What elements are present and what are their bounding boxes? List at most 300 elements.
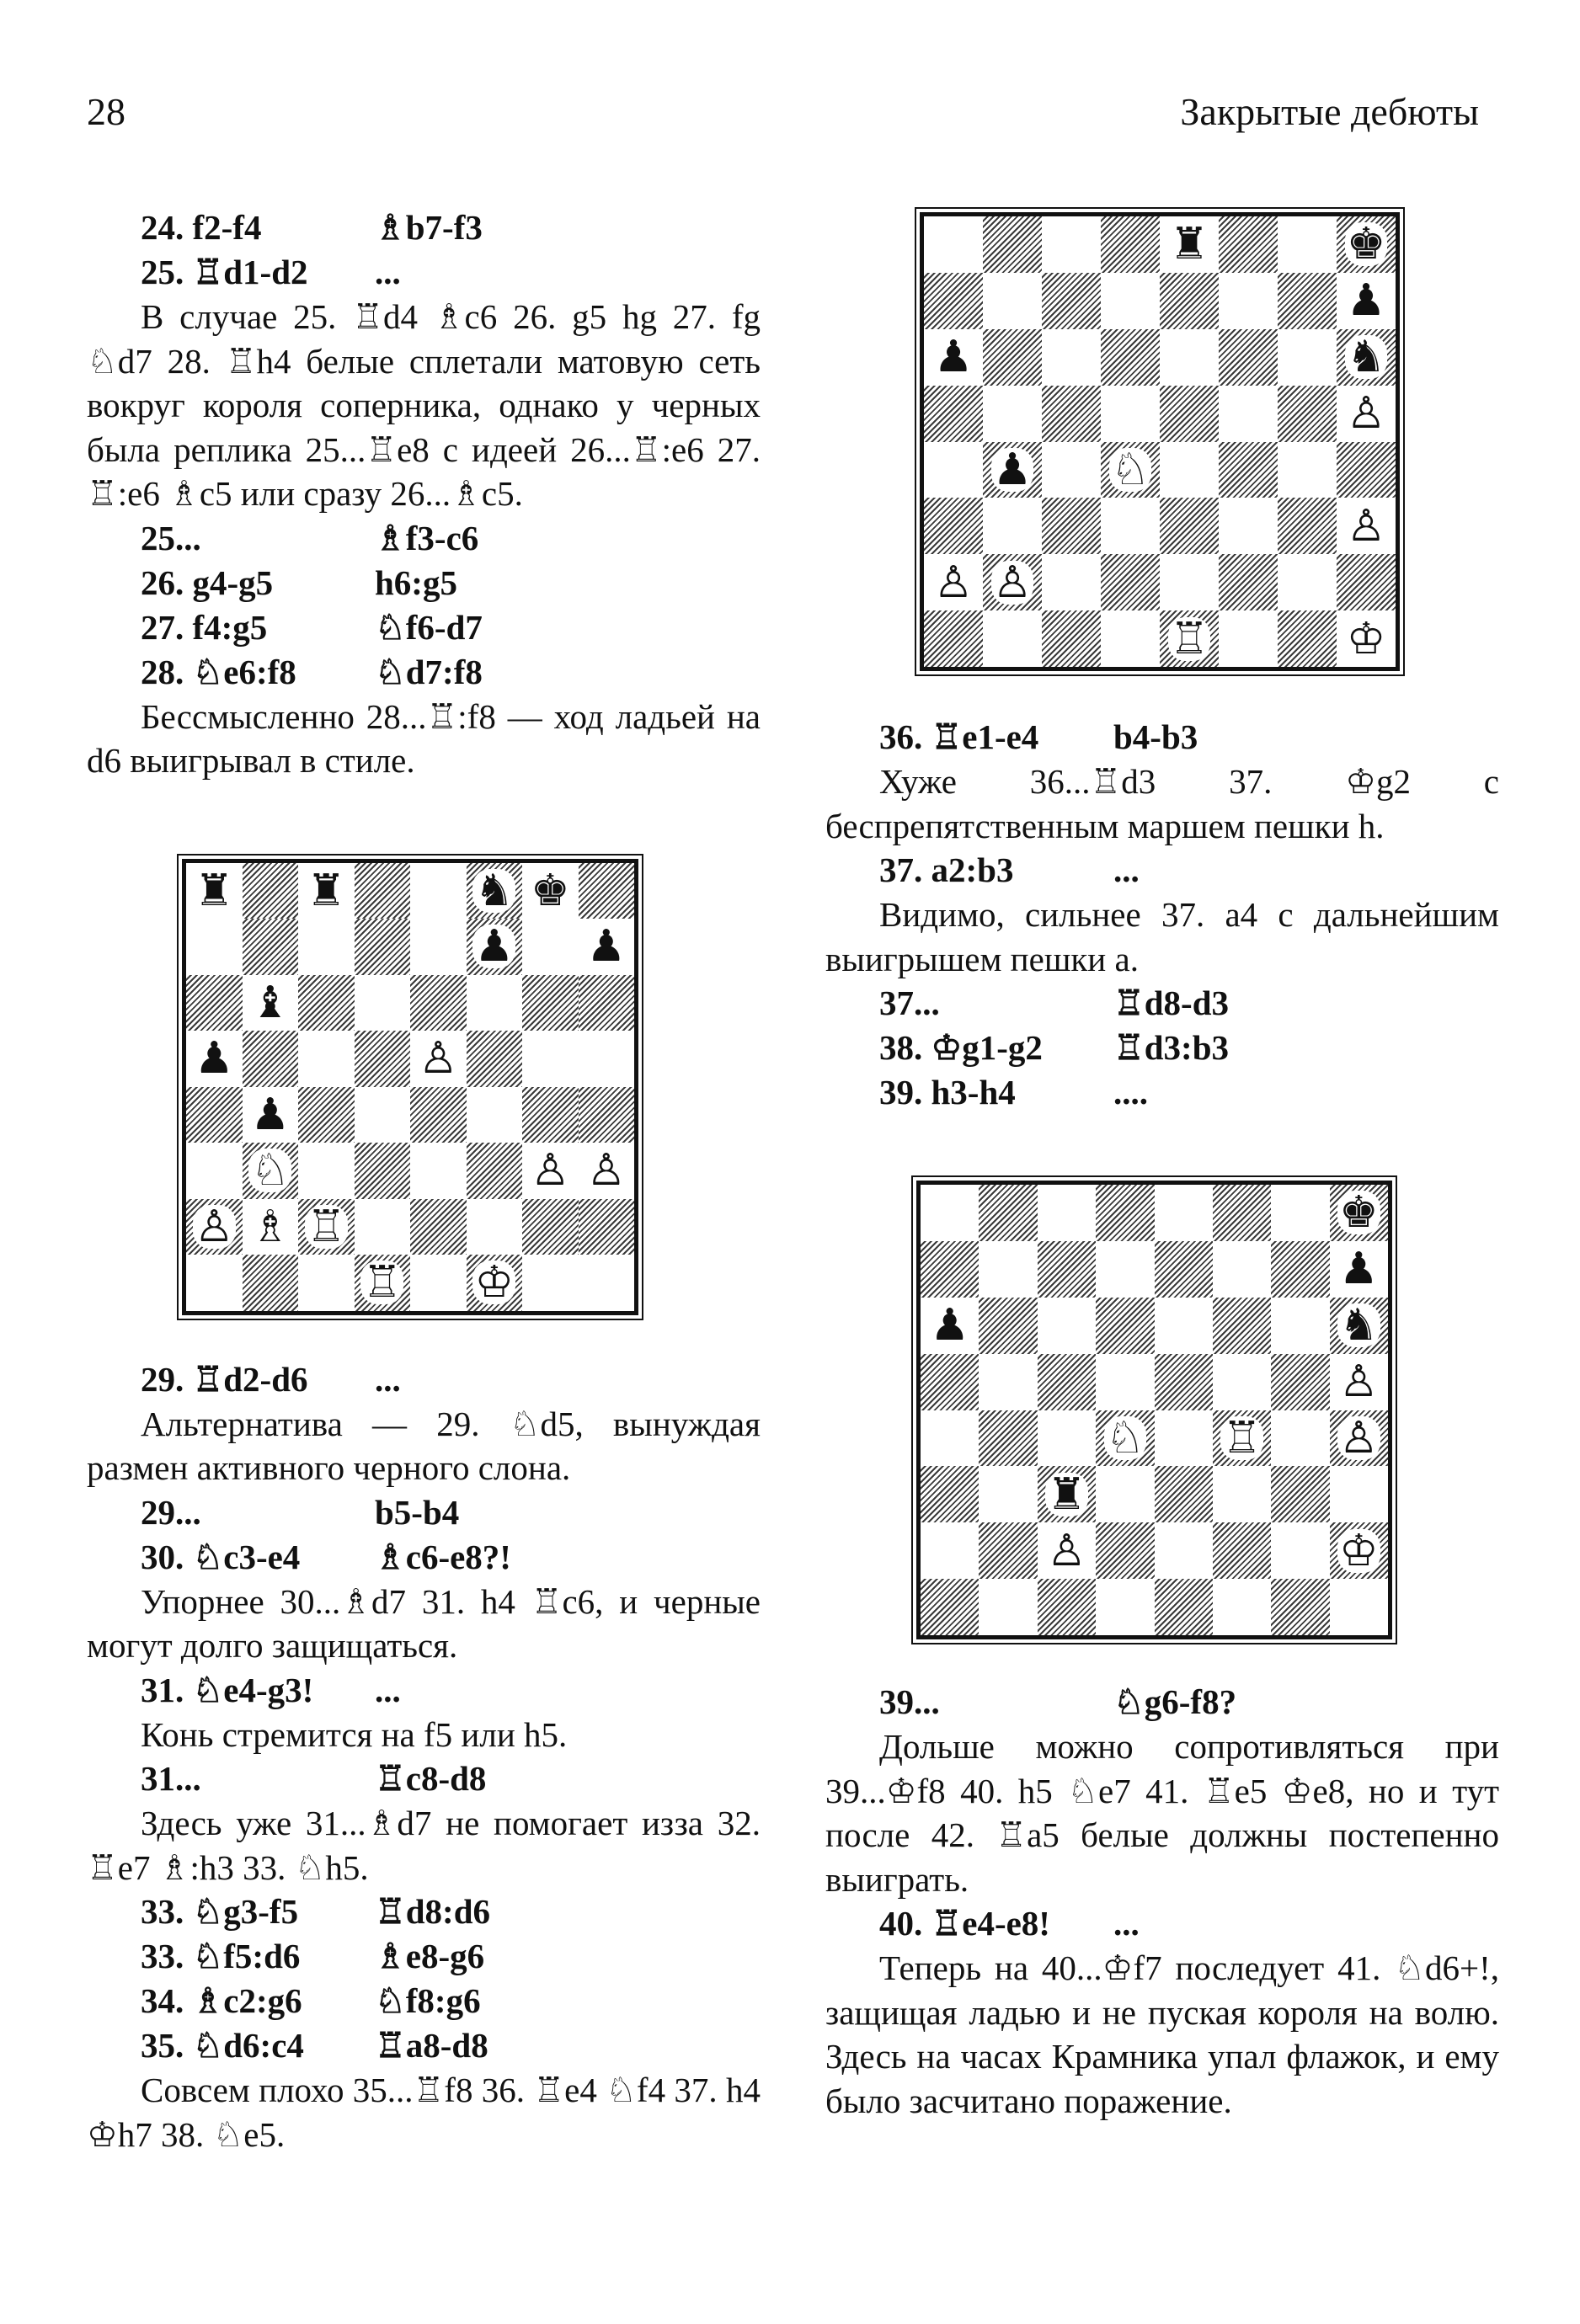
square-c5 bbox=[1042, 386, 1101, 442]
commentary bbox=[87, 1801, 761, 1890]
square-c3 bbox=[1038, 1466, 1096, 1522]
square-d7 bbox=[1101, 273, 1160, 329]
white-move: 34. ♗c2:g6 bbox=[141, 1981, 302, 2020]
white-move: 33. ♘g3-f5 bbox=[141, 1892, 299, 1931]
black-king-icon: ♚ bbox=[1339, 1187, 1379, 1239]
white-move: 37. a2:b3 bbox=[879, 850, 1014, 889]
black-move: ♖d8:d6 bbox=[375, 1892, 491, 1931]
square-g5 bbox=[1271, 1354, 1329, 1410]
square-h4 bbox=[1337, 442, 1396, 498]
square-c5 bbox=[1038, 1354, 1096, 1410]
square-a8 bbox=[924, 216, 983, 273]
square-h5 bbox=[522, 1031, 579, 1087]
square-b8 bbox=[243, 863, 299, 919]
square-g1 bbox=[467, 1255, 523, 1311]
square-e3 bbox=[1160, 498, 1219, 554]
move-line bbox=[87, 1357, 761, 1402]
white-pawn-icon: ♙ bbox=[1346, 500, 1386, 552]
square-a2 bbox=[921, 1522, 979, 1579]
black-move: ♖d8-d3 bbox=[1113, 983, 1230, 1022]
square-c2 bbox=[1042, 554, 1101, 610]
commentary-text: Теперь на 40...♔f7 последует 41. ♘d6+!, защищая ладью и не пуская короля на волю. Здесь на часах Крамника упал флажок, и ему было засчитано поражение. bbox=[825, 1948, 1499, 2120]
white-bishop-icon: ♗ bbox=[250, 1201, 291, 1252]
page-number: 28 bbox=[87, 90, 125, 133]
black-pawn-icon: ♟ bbox=[933, 332, 974, 383]
square-e4 bbox=[1160, 442, 1219, 498]
white-pawn-icon: ♙ bbox=[1339, 1412, 1379, 1463]
square-c3 bbox=[1042, 498, 1101, 554]
black-bishop-icon: ♝ bbox=[250, 977, 291, 1028]
square-a4 bbox=[924, 442, 983, 498]
black-move: ... bbox=[375, 253, 401, 291]
square-f5 bbox=[410, 1031, 467, 1087]
square-g2 bbox=[467, 1199, 523, 1255]
square-g4 bbox=[1271, 1410, 1329, 1467]
white-move: 28. ♘e6:f8 bbox=[141, 652, 296, 691]
square-e7 bbox=[1160, 273, 1219, 329]
black-pawn-icon: ♟ bbox=[992, 444, 1033, 495]
black-rook-icon: ♜ bbox=[1169, 219, 1209, 270]
white-knight-icon: ♘ bbox=[1105, 1412, 1145, 1463]
move-line bbox=[87, 2023, 761, 2068]
commentary-text: Совсем плохо 35...♖f8 36. ♖e4 ♘f4 37. h4 ♔h7 38. ♘e5. bbox=[87, 2071, 761, 2154]
white-move: 31... bbox=[141, 1759, 201, 1798]
square-f4 bbox=[1219, 442, 1278, 498]
square-e6 bbox=[355, 975, 411, 1031]
square-b4 bbox=[979, 1410, 1037, 1467]
black-pawn-icon: ♟ bbox=[1339, 1244, 1379, 1295]
square-d4 bbox=[1096, 1410, 1154, 1467]
square-a6 bbox=[924, 329, 983, 386]
black-move: ... bbox=[1113, 1904, 1140, 1943]
square-f6 bbox=[410, 975, 467, 1031]
square-c7 bbox=[1042, 273, 1101, 329]
move-line bbox=[825, 981, 1499, 1026]
square-b3 bbox=[983, 498, 1042, 554]
square-c6 bbox=[1038, 1298, 1096, 1354]
square-e6 bbox=[1160, 329, 1219, 386]
square-h8 bbox=[1337, 216, 1396, 273]
commentary-text: Здесь уже 31...♗d7 не помогает изза 32. ♖e7 ♗:h3 33. ♘h5. bbox=[87, 1804, 761, 1887]
square-a2 bbox=[924, 554, 983, 610]
square-d3 bbox=[1101, 498, 1160, 554]
square-d5 bbox=[1101, 386, 1160, 442]
black-pawn-icon: ♟ bbox=[586, 921, 627, 973]
commentary bbox=[825, 1946, 1499, 2123]
move-line bbox=[87, 1756, 761, 1801]
square-a4 bbox=[579, 1031, 635, 1087]
white-pawn-icon: ♙ bbox=[1047, 1525, 1086, 1576]
square-g1 bbox=[1271, 1579, 1329, 1635]
white-pawn-icon: ♙ bbox=[194, 1201, 234, 1252]
square-g7 bbox=[1278, 273, 1337, 329]
black-pawn-icon: ♟ bbox=[250, 1089, 291, 1140]
square-e4 bbox=[1155, 1410, 1213, 1467]
square-f7 bbox=[1213, 1241, 1271, 1298]
square-d6 bbox=[1101, 329, 1160, 386]
square-b2 bbox=[983, 554, 1042, 610]
chess-diagram-2 bbox=[920, 212, 1499, 671]
square-h3 bbox=[522, 1143, 579, 1199]
square-e2 bbox=[1160, 554, 1219, 610]
move-line bbox=[87, 1934, 761, 1979]
square-f2 bbox=[1219, 554, 1278, 610]
move-line bbox=[825, 715, 1499, 760]
black-move: ♗c6-e8?! bbox=[375, 1537, 511, 1576]
white-rook-icon: ♖ bbox=[1169, 613, 1209, 664]
square-h5 bbox=[1337, 386, 1396, 442]
white-move: 35. ♘d6:c4 bbox=[141, 2026, 304, 2065]
black-move: ... bbox=[375, 1359, 401, 1399]
square-c3 bbox=[243, 1143, 299, 1199]
square-e6 bbox=[1155, 1298, 1213, 1354]
move-line bbox=[87, 1890, 761, 1934]
white-move: 29. ♖d2-d6 bbox=[141, 1359, 308, 1399]
move-line bbox=[87, 650, 761, 695]
black-knight-icon: ♞ bbox=[474, 865, 515, 916]
running-title: Закрытые дебюты bbox=[1180, 90, 1479, 133]
square-f4 bbox=[410, 1087, 467, 1143]
square-h6 bbox=[1330, 1298, 1388, 1354]
white-move: 31. ♘e4-g3! bbox=[141, 1670, 314, 1709]
black-move: .... bbox=[1113, 1073, 1148, 1111]
move-line bbox=[87, 1979, 761, 2023]
white-pawn-icon: ♙ bbox=[992, 557, 1033, 608]
square-c7 bbox=[1038, 1241, 1096, 1298]
white-rook-icon: ♖ bbox=[306, 1201, 346, 1252]
black-pawn-icon: ♟ bbox=[930, 1300, 969, 1351]
square-h7 bbox=[1330, 1241, 1388, 1298]
black-move: ♖a8-d8 bbox=[375, 2026, 488, 2065]
square-h1 bbox=[1337, 610, 1396, 667]
square-g7 bbox=[467, 919, 523, 975]
square-g4 bbox=[1278, 442, 1337, 498]
square-f5 bbox=[1219, 386, 1278, 442]
square-d6 bbox=[1096, 1298, 1154, 1354]
white-king-icon: ♔ bbox=[1346, 613, 1386, 664]
square-a1 bbox=[921, 1579, 979, 1635]
square-f5 bbox=[1213, 1354, 1271, 1410]
square-g2 bbox=[1278, 554, 1337, 610]
square-d5 bbox=[1096, 1354, 1154, 1410]
white-move: 36. ♖e1-e4 bbox=[879, 717, 1039, 756]
square-g6 bbox=[467, 975, 523, 1031]
commentary bbox=[825, 760, 1499, 848]
square-c2 bbox=[1038, 1522, 1096, 1579]
square-b3 bbox=[979, 1466, 1037, 1522]
square-e7 bbox=[1155, 1241, 1213, 1298]
square-h6 bbox=[1337, 329, 1396, 386]
square-c1 bbox=[1038, 1579, 1096, 1635]
square-h3 bbox=[1337, 498, 1396, 554]
square-g7 bbox=[1271, 1241, 1329, 1298]
black-move: b5-b4 bbox=[375, 1492, 460, 1532]
square-h3 bbox=[1330, 1466, 1388, 1522]
white-move: 40. ♖e4-e8! bbox=[879, 1904, 1050, 1943]
chessboard bbox=[916, 1181, 1392, 1639]
black-pawn-icon: ♟ bbox=[1346, 275, 1386, 327]
white-move: 26. g4-g5 bbox=[141, 562, 274, 602]
square-e2 bbox=[355, 1199, 411, 1255]
white-knight-icon: ♘ bbox=[1110, 444, 1150, 495]
square-c8 bbox=[1042, 216, 1101, 273]
square-a5 bbox=[924, 386, 983, 442]
white-move: 25... bbox=[141, 518, 201, 557]
square-h1 bbox=[1330, 1579, 1388, 1635]
white-pawn-icon: ♙ bbox=[1346, 388, 1386, 440]
white-move: 39. h3-h4 bbox=[879, 1073, 1016, 1111]
chessboard bbox=[920, 212, 1400, 671]
black-move: ♗f3-c6 bbox=[375, 518, 479, 557]
black-move: ... bbox=[375, 1670, 401, 1709]
square-h2 bbox=[1337, 554, 1396, 610]
square-b7 bbox=[979, 1241, 1037, 1298]
square-e8 bbox=[1155, 1185, 1213, 1241]
black-move: ♗b7-f3 bbox=[375, 208, 483, 247]
square-a1 bbox=[579, 1199, 635, 1255]
move-line bbox=[825, 1070, 1499, 1115]
move-line bbox=[825, 848, 1499, 893]
commentary bbox=[87, 295, 761, 516]
square-c4 bbox=[1038, 1410, 1096, 1467]
black-move: ♘g6-f8? bbox=[1113, 1682, 1237, 1721]
black-move: ... bbox=[1113, 850, 1140, 889]
commentary-text: Конь стремится на f5 или h5. bbox=[141, 1714, 568, 1754]
move-line bbox=[87, 605, 761, 650]
white-move: 39... bbox=[879, 1682, 940, 1721]
black-rook-icon: ♜ bbox=[306, 865, 346, 916]
square-c6 bbox=[1042, 329, 1101, 386]
square-c7 bbox=[243, 919, 299, 975]
square-e7 bbox=[355, 919, 411, 975]
square-b1 bbox=[979, 1579, 1037, 1635]
white-king-icon: ♔ bbox=[1339, 1525, 1379, 1576]
square-g3 bbox=[1278, 498, 1337, 554]
square-b3 bbox=[186, 1143, 243, 1199]
white-move: 24. f2-f4 bbox=[141, 208, 262, 247]
square-f3 bbox=[1213, 1466, 1271, 1522]
square-e3 bbox=[1155, 1466, 1213, 1522]
black-king-icon: ♚ bbox=[1346, 219, 1386, 270]
commentary bbox=[87, 2068, 761, 2156]
white-move: 27. f4:g5 bbox=[141, 607, 268, 647]
square-g8 bbox=[522, 863, 579, 919]
square-d4 bbox=[1101, 442, 1160, 498]
square-d8 bbox=[1101, 216, 1160, 273]
move-line bbox=[825, 1026, 1499, 1070]
left-column bbox=[87, 205, 761, 2156]
square-d3 bbox=[1096, 1466, 1154, 1522]
commentary-text: Бессмысленно 28...♖:f8 — ход ладьей на d6 выигрывал в стиле. bbox=[87, 696, 761, 780]
white-rook-icon: ♖ bbox=[362, 1257, 403, 1309]
square-f3 bbox=[1219, 498, 1278, 554]
move-line bbox=[87, 205, 761, 250]
square-f8 bbox=[1213, 1185, 1271, 1241]
square-d1 bbox=[298, 1255, 355, 1311]
square-a7 bbox=[924, 273, 983, 329]
square-f7 bbox=[1219, 273, 1278, 329]
move-line bbox=[87, 250, 761, 295]
chessboard bbox=[182, 859, 638, 1315]
square-c8 bbox=[298, 863, 355, 919]
move-line bbox=[87, 1668, 761, 1713]
square-b5 bbox=[186, 1031, 243, 1087]
square-e5 bbox=[1160, 386, 1219, 442]
square-c4 bbox=[1042, 442, 1101, 498]
chess-diagram-3 bbox=[916, 1181, 1499, 1639]
black-pawn-icon: ♟ bbox=[474, 921, 515, 973]
square-d7 bbox=[1096, 1241, 1154, 1298]
black-knight-icon: ♞ bbox=[1339, 1300, 1379, 1351]
square-d1 bbox=[1101, 610, 1160, 667]
move-line bbox=[87, 516, 761, 561]
square-f2 bbox=[410, 1199, 467, 1255]
square-f2 bbox=[1213, 1522, 1271, 1579]
square-e8 bbox=[410, 863, 467, 919]
square-b5 bbox=[983, 386, 1042, 442]
black-pawn-icon: ♟ bbox=[194, 1033, 234, 1085]
square-h8 bbox=[1330, 1185, 1388, 1241]
commentary bbox=[87, 1402, 761, 1490]
black-king-icon: ♚ bbox=[530, 865, 570, 916]
black-move: b4-b3 bbox=[1113, 717, 1198, 756]
commentary-text: Упорнее 30...♗d7 31. h4 ♖c6, и черные могут долго защищаться. bbox=[87, 1581, 761, 1665]
white-move: 33. ♘f5:d6 bbox=[141, 1937, 301, 1975]
black-rook-icon: ♜ bbox=[194, 865, 234, 916]
move-line bbox=[825, 1680, 1499, 1724]
square-b2 bbox=[186, 1199, 243, 1255]
white-pawn-icon: ♙ bbox=[586, 1145, 627, 1197]
white-king-icon: ♔ bbox=[474, 1257, 515, 1309]
black-move: ♘f6-d7 bbox=[375, 607, 483, 647]
move-line bbox=[87, 1535, 761, 1580]
commentary-text: В случае 25. ♖d4 ♗c6 26. g5 hg 27. fg ♘d7 28. ♖h4 белые сплетали матовую сеть вокруг короля соперника, однако у черных была реплика 25...♖e8 с идеей 26...♖:e6 27. ♖:e6 ♗c5 или сразу 26...♗c5. bbox=[87, 297, 761, 513]
square-d2 bbox=[298, 1199, 355, 1255]
square-g6 bbox=[1278, 329, 1337, 386]
square-b8 bbox=[979, 1185, 1037, 1241]
square-b7 bbox=[983, 273, 1042, 329]
square-a5 bbox=[579, 975, 635, 1031]
square-c6 bbox=[243, 975, 299, 1031]
square-b5 bbox=[979, 1354, 1037, 1410]
square-d6 bbox=[298, 975, 355, 1031]
black-move: ♖d3:b3 bbox=[1113, 1028, 1230, 1067]
square-f1 bbox=[410, 1255, 467, 1311]
square-e5 bbox=[1155, 1354, 1213, 1410]
square-h1 bbox=[522, 1255, 579, 1311]
square-h5 bbox=[1330, 1354, 1388, 1410]
square-e3 bbox=[355, 1143, 411, 1199]
white-move: 29... bbox=[141, 1492, 201, 1532]
square-f8 bbox=[1219, 216, 1278, 273]
chess-diagram-1 bbox=[182, 859, 761, 1315]
move-line bbox=[825, 1901, 1499, 1946]
square-c1 bbox=[243, 1255, 299, 1311]
black-knight-icon: ♞ bbox=[1346, 332, 1386, 383]
square-b1 bbox=[983, 610, 1042, 667]
square-b7 bbox=[186, 919, 243, 975]
square-a7 bbox=[579, 863, 635, 919]
move-line bbox=[87, 561, 761, 605]
square-b4 bbox=[983, 442, 1042, 498]
square-b4 bbox=[186, 1087, 243, 1143]
square-g5 bbox=[467, 1031, 523, 1087]
square-h4 bbox=[1330, 1410, 1388, 1467]
square-f7 bbox=[410, 919, 467, 975]
square-d7 bbox=[298, 919, 355, 975]
square-a3 bbox=[924, 498, 983, 554]
commentary bbox=[87, 1713, 761, 1757]
square-c1 bbox=[1042, 610, 1101, 667]
square-a6 bbox=[921, 1298, 979, 1354]
white-pawn-icon: ♙ bbox=[1339, 1357, 1379, 1408]
commentary-text: Видимо, сильнее 37. a4 с дальнейшим выигрышем пешки a. bbox=[825, 895, 1499, 978]
white-move: 38. ♔g1-g2 bbox=[879, 1028, 1043, 1067]
commentary bbox=[87, 1580, 761, 1668]
square-c2 bbox=[243, 1199, 299, 1255]
square-b6 bbox=[979, 1298, 1037, 1354]
square-e1 bbox=[1155, 1579, 1213, 1635]
square-h6 bbox=[522, 975, 579, 1031]
square-d5 bbox=[298, 1031, 355, 1087]
square-e1 bbox=[355, 1255, 411, 1311]
square-g8 bbox=[1278, 216, 1337, 273]
square-b1 bbox=[186, 1255, 243, 1311]
square-f1 bbox=[1213, 1579, 1271, 1635]
square-g2 bbox=[1271, 1522, 1329, 1579]
commentary-text: Хуже 36...♖d3 37. ♔g2 с беспрепятственным маршем пешки h. bbox=[825, 762, 1499, 845]
square-g4 bbox=[467, 1087, 523, 1143]
square-a8 bbox=[186, 863, 243, 919]
white-pawn-icon: ♙ bbox=[418, 1033, 458, 1085]
square-h2 bbox=[1330, 1522, 1388, 1579]
white-move: 25. ♖d1-d2 bbox=[141, 253, 308, 291]
commentary bbox=[825, 1724, 1499, 1901]
square-a6 bbox=[579, 919, 635, 975]
square-c8 bbox=[1038, 1185, 1096, 1241]
move-line bbox=[87, 1490, 761, 1535]
square-f6 bbox=[1219, 329, 1278, 386]
square-h4 bbox=[522, 1087, 579, 1143]
square-g1 bbox=[1278, 610, 1337, 667]
square-g3 bbox=[1271, 1466, 1329, 1522]
square-c4 bbox=[243, 1087, 299, 1143]
square-d8 bbox=[1096, 1185, 1154, 1241]
square-f6 bbox=[1213, 1298, 1271, 1354]
commentary-text: Альтернатива — 29. ♘d5, вынуждая размен активного черного слона. bbox=[87, 1404, 761, 1487]
black-move: h6:g5 bbox=[375, 562, 457, 602]
square-h7 bbox=[1337, 273, 1396, 329]
square-a7 bbox=[921, 1241, 979, 1298]
black-move: ♖c8-d8 bbox=[375, 1759, 487, 1798]
square-b2 bbox=[979, 1522, 1037, 1579]
square-e2 bbox=[1155, 1522, 1213, 1579]
square-d4 bbox=[298, 1087, 355, 1143]
square-c5 bbox=[243, 1031, 299, 1087]
square-a8 bbox=[921, 1185, 979, 1241]
square-g5 bbox=[1278, 386, 1337, 442]
square-g6 bbox=[1271, 1298, 1329, 1354]
square-g3 bbox=[467, 1143, 523, 1199]
square-e1 bbox=[1160, 610, 1219, 667]
black-move: ♘d7:f8 bbox=[375, 652, 483, 691]
square-f8 bbox=[467, 863, 523, 919]
square-d8 bbox=[355, 863, 411, 919]
square-b6 bbox=[983, 329, 1042, 386]
square-f4 bbox=[1213, 1410, 1271, 1467]
square-e5 bbox=[355, 1031, 411, 1087]
white-knight-icon: ♘ bbox=[250, 1145, 291, 1197]
